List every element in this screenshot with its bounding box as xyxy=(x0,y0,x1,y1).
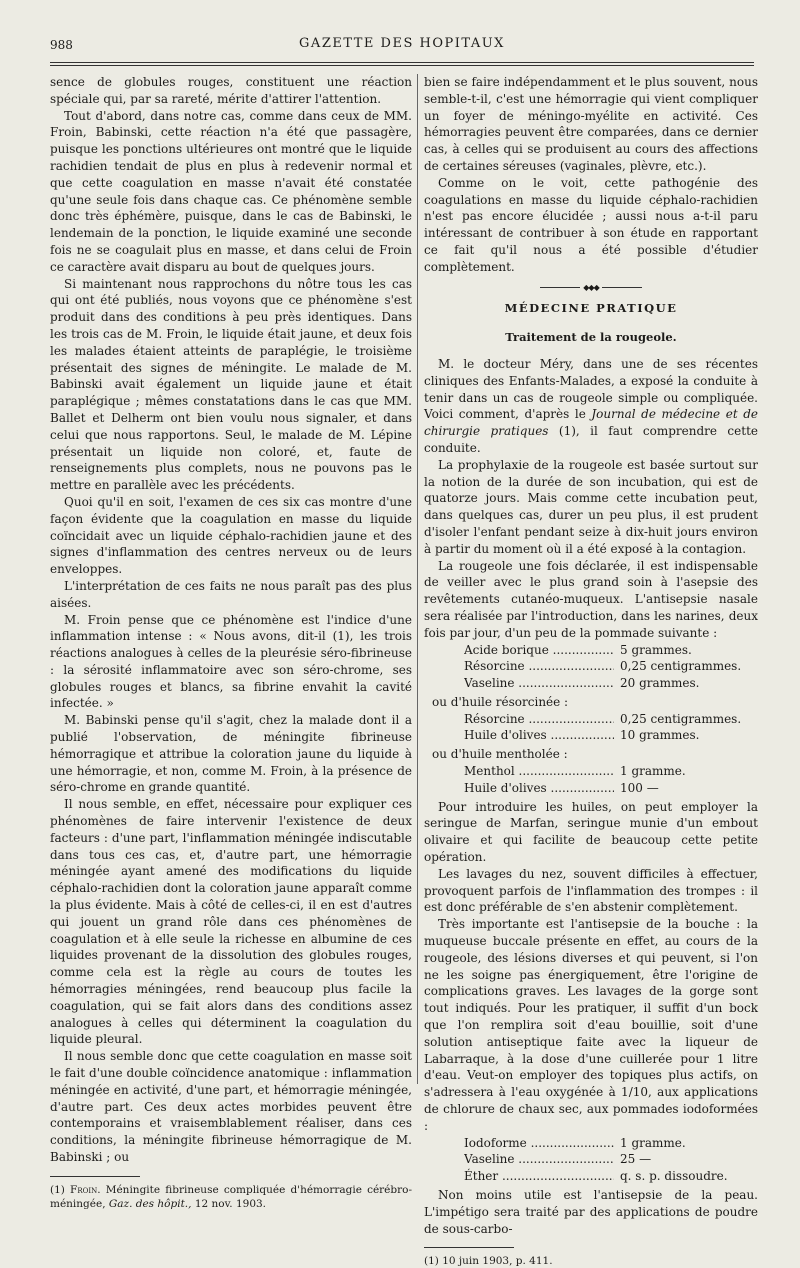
paragraph: L'interprétation de ces faits ne nous paraît pas des plus aisées. xyxy=(50,578,412,610)
paragraph: Quoi qu'il en soit, l'examen de ces six cas montre d'une façon évidente que la coagulation en masse du liquide coïncidait avec un liquide céphalo-rachidien jaune et des signes d'inflammation des centres nerveux ou de leurs enveloppes. xyxy=(50,494,412,577)
paragraph: Pour introduire les huiles, on peut employer la seringue de Marfan, seringue munie d'un embout olivaire et qui facilite de beaucoup cette petite opération. xyxy=(424,799,758,865)
footnote-rule xyxy=(50,1176,140,1177)
footnote: (1) 10 juin 1903, p. 411. xyxy=(424,1255,553,1268)
paragraph: Comme on le voit, cette pathogénie des coagulations en masse du liquide céphalo-rachidien n'est pas encore élucidée ; aussi nous a-t-il paru intéressant de contribuer à son étude en rapportant ce fait qu'il nous a été possible d'étudier complètement. xyxy=(424,175,758,274)
paragraph: Il nous semble, en effet, nécessaire pour expliquer ces phénomènes de faire intervenir l'existence de deux facteurs : d'une part, l'inflammation méningée indiscutable dans tous ces cas, et, d'autre part, une hémorragie méningée ayant amené des modifications du liquide céphalo-rachidien dont la coloration jaune apparaît comme la plus évidente. Mais à côté de celles-ci, il en est d'autres qui jouent un grand rôle dans ces phénomènes de coagulation et à elle seule la richesse en albumine de ces liquides provenant de la dissolution des globules rouges, comme cela est la règle au cours de toutes les hémorragies méningées, rend beaucoup plus facile la coagulation, qui se fait alors dans des conditions assez analogues à celles qui déterminent la coagulation du liquide pleural. xyxy=(50,797,412,1047)
left-column xyxy=(50,74,412,1211)
prescription-4 xyxy=(424,1135,758,1185)
page-header xyxy=(50,34,754,56)
footnote xyxy=(50,1183,412,1211)
section-ornament: ◆◆◆ xyxy=(424,280,758,297)
paragraph: Il nous semble donc que cette coagulation en masse soit le fait d'une double coïncidence anatomique : inflammation méningée en activité, d'une part, et hémorragie méningée, d'autre part. Ces deux actes morbides peuvent être contemporains et vraisemblablement réaliser, dans ces conditions, la méningite fibrineuse hémorragique de M. Babinski ; ou xyxy=(50,1049,412,1164)
prescription-row: Vaseline ..... 25 — xyxy=(424,1151,758,1168)
paragraph: Non moins utile est l'antisepsie de la peau. L'impétigo sera traité par des applications de poudre de sous-carbo- xyxy=(424,1188,758,1236)
header-rule-top xyxy=(50,62,754,63)
paragraph: M. le docteur Méry, dans une de ses récentes cliniques des Enfants-Malades, a exposé la conduite à tenir dans un cas de rougeole simple ou compliquée. Voici comment, d'après le Journal de médecine et de chirurgie pratiques (1), il faut comprendre cette conduite. xyxy=(424,356,758,455)
footnote-marker: (1) xyxy=(50,1183,65,1196)
recipe-intro: ou d'huile résorcinée : xyxy=(432,694,569,709)
prescription-row: Menthol ..... 1 gramme. xyxy=(424,763,758,780)
paragraph: M. Froin pense que ce phénomène est l'indice d'une inflammation intense : « Nous avons, dit-il (1), les trois réactions analogues à celles de la pleurésie séro-fibrineuse : la sérosité inflammatoire avec son séro-chrome, ses globules rouges et blancs, sa fibrine envahit la cavité infectée. » xyxy=(50,612,412,711)
footnote-journal: Gaz. des hôpit., xyxy=(108,1197,192,1210)
paragraph: La prophylaxie de la rougeole est basée surtout sur la notion de la durée de son incubation, qui est de quatorze jours. Mais comme cette incubation peut, dans quelques cas, durer un peu plus, il est prudent d'isoler l'enfant pendant seize à dix-huit jours environ à partir du moment où il a été exposé à la contagion. xyxy=(424,457,758,556)
paragraph: M. Babinski pense qu'il s'agit, chez la malade dont il a publié l'observation, de méningite fibrineuse hémorragique et attribue la coloration jaune du liquide à une hémorragie, et non, comme M. Froin, à la présence de séro-chrome en grande quantité. xyxy=(50,713,412,795)
paragraph: bien se faire indépendamment et le plus souvent, nous semble-t-il, c'est une hémorragie qui vient compliquer un foyer de méningo-myélite en activité. Ces hémorragies peuvent être comparées, dans ce dernier cas, à celles qui se produisent au cours des affections de certaines séreuses (vaginales, plèvre, etc.). xyxy=(424,75,758,173)
paragraph: Les lavages du nez, souvent difficiles à effectuer, provoquent parfois de l'inflammation des trompes : il est donc préférable de s'en abstenir complètement. xyxy=(424,866,758,915)
prescription-row: Huile d'olives ..... 10 grammes. xyxy=(424,727,758,744)
paragraph: sence de globules rouges, constituent une réaction spéciale qui, par sa rareté, mérite d'attirer l'attention. xyxy=(50,75,412,106)
prescription-row: Iodoforme ..... 1 gramme. xyxy=(424,1135,758,1152)
prescription-2 xyxy=(424,711,758,745)
prescription-row: Vaseline ..... 20 grammes. xyxy=(424,675,758,692)
prescription-row: Résorcine ..... 0,25 centigrammes. xyxy=(424,711,758,728)
prescription-row: Huile d'olives ..... 100 — xyxy=(424,780,758,797)
prescription-row: Éther ..... q. s. p. dissoudre. xyxy=(424,1168,758,1185)
prescription-1 xyxy=(424,642,758,692)
header-rule-bottom xyxy=(50,65,754,66)
footnote-date: 12 nov. 1903. xyxy=(194,1197,267,1210)
footnote-author: Froin. xyxy=(70,1183,101,1196)
subsection-title: Traitement de la rougeole. xyxy=(505,330,677,345)
footnote-text: Méningite fibrineuse compliquée d'hémorragie cérébro-méningée, xyxy=(50,1183,413,1210)
prescription-row: Résorcine ..... 0,25 centigrammes. xyxy=(424,658,758,675)
section-title: MÉDECINE PRATIQUE xyxy=(504,301,678,316)
footnote-rule xyxy=(424,1247,514,1248)
journal-reference: Journal de médecine et de chirurgie pratiques xyxy=(424,407,758,439)
paragraph: Tout d'abord, dans notre cas, comme dans ceux de MM. Froin, Babinski, cette réaction n'a été que passagère, puisque les ponctions ultérieures ont montré que le liquide rachidien tendait de plus en plus à redevenir normal et que cette coagulation en masse n'avait été constatée qu'une seule fois dans chaque cas. Ce phénomène semble donc très éphémère, puisque, dans le cas de Babinski, le lendemain de la ponction, le liquide examiné une seconde fois ne se coagulait plus en masse, et dans celui de Froin ce caractère avait disparu au bout de quelques jours. xyxy=(50,108,412,274)
paragraph: Très importante est l'antisepsie de la bouche : la muqueuse buccale présente en effet, au cours de la rougeole, des lésions diverses et qui peuvent, si l'on ne les soigne pas énergiquement, être l'origine de complications graves. Les lavages de la gorge sont tout indiqués. Pour les pratiquer, il suffit d'un bock que l'on remplira soit d'eau bouillie, soit d'une solution antiseptique faite avec la liqueur de Labarraque, à la dose d'une cuillerée pour 1 litre d'eau. Veut-on employer des topiques plus actifs, on s'adressera à l'eau oxygénée à 1/10, aux applications de chlorure de chaux sec, aux pommades iodoformées : xyxy=(424,917,758,1133)
paragraph: Si maintenant nous rapprochons du nôtre tous les cas qui ont été publiés, nous voyons que ce phénomène s'est produit dans des conditions à peu près identiques. Dans les trois cas de M. Froin, le liquide était jaune, et deux fois les malades étaient atteints de paraplégie, le troisième présentait des signes de méningite. Le malade de M. Babinski avait également un liquide jaune et était paraplégique ; mêmes constatations dans le cas que MM. Ballet et Delherm ont bien voulu nous signaler, et dans celui que nous rapportons. Seul, le malade de M. Lépine présentait un liquide non coloré, et, faute de renseignements plus complets, nous ne pouvons pas le mettre en parallèle avec les précédents. xyxy=(50,276,412,493)
prescription-3 xyxy=(424,763,758,797)
recipe-intro: ou d'huile mentholée : xyxy=(432,747,568,762)
journal-title: GAZETTE DES HOPITAUX xyxy=(299,36,505,51)
prescription-row: Acide borique ..... 5 grammes. xyxy=(424,642,758,659)
page-number: 988 xyxy=(50,38,73,52)
paragraph: La rougeole une fois déclarée, il est indispensable de veiller avec le plus grand soin à l'asepsie des revêtements cutanéo-muqueux. L'antisepsie nasale sera réalisée par l'introduction, dans les narines, deux fois par jour, d'un peu de la pommade suivante : xyxy=(424,558,758,640)
column-separator xyxy=(417,74,418,1084)
right-column xyxy=(424,74,758,1268)
